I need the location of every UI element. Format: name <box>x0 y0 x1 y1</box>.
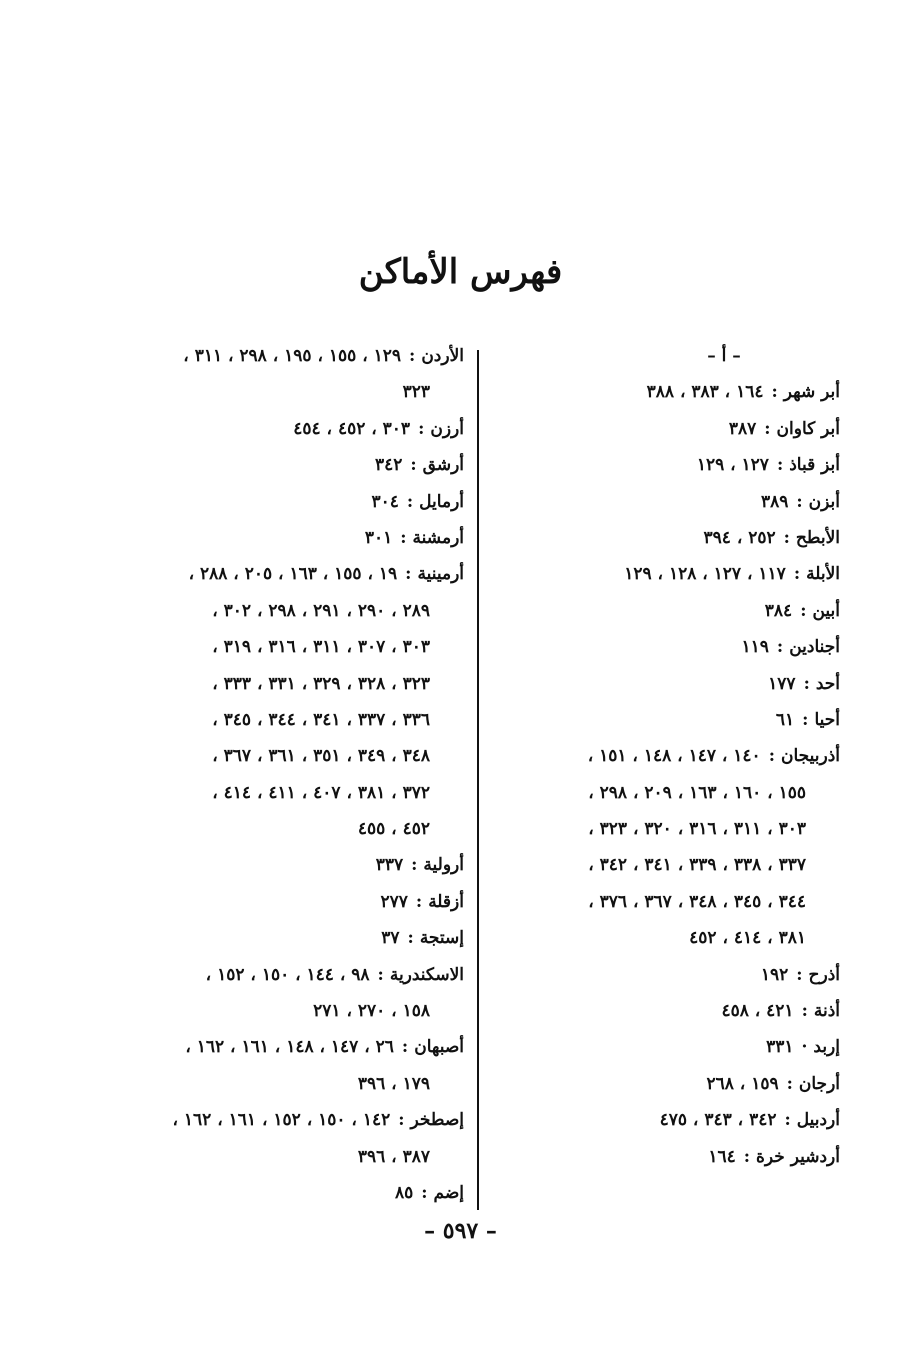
entry-separator: : <box>801 1001 808 1022</box>
entry-pages: ٣٠١ <box>364 527 393 548</box>
entry-term: أبين <box>812 600 840 621</box>
index-entry-continuation <box>112 811 464 847</box>
entry-separator: : <box>405 564 412 585</box>
entry-pages: ٣٧٢ ، ٣٨١ ، ٤٠٧ ، ٤١١ ، ٤١٤ ، <box>212 782 430 803</box>
entry-pages: ٣٨٧ ، ٣٩٦ <box>357 1146 430 1167</box>
entry-pages: ٢٧٧ <box>380 891 408 912</box>
page-number: – ٥٩٧ – <box>424 1218 497 1244</box>
entry-term: أذربيجان <box>780 746 840 767</box>
entry-separator: : <box>421 1182 428 1203</box>
index-entry <box>112 1175 464 1211</box>
entry-separator: : <box>415 891 423 912</box>
entry-term: أجنادين <box>789 637 840 658</box>
index-entry-continuation <box>112 593 464 629</box>
entry-pages: ٣٨٤ <box>764 600 793 621</box>
entry-separator: : <box>377 964 384 985</box>
index-entry <box>112 520 464 556</box>
entry-pages: ٣٣٦ ، ٣٣٧ ، ٣٤١ ، ٣٤٤ ، ٣٤٥ ، <box>212 709 430 730</box>
index-entry <box>488 1029 840 1065</box>
index-entry <box>488 1139 840 1175</box>
entry-pages: ١٤٠ ، ١٤٧ ، ١٤٨ ، ١٥١ ، <box>587 746 761 767</box>
entry-term: أحد <box>815 673 840 694</box>
entry-separator: : <box>803 673 810 694</box>
entry-separator: : <box>743 1146 751 1167</box>
entry-pages: ٣٣١ <box>766 1037 794 1058</box>
entry-term: أرشق <box>422 455 464 476</box>
entry-pages: ٦١ <box>775 709 795 730</box>
entry-term: أرزن <box>430 418 464 439</box>
entry-pages: ١٩ ، ١٥٥ ، ١٦٣ ، ٢٠٥ ، ٢٨٨ ، <box>188 564 398 585</box>
index-entry <box>112 447 464 483</box>
entry-pages: ٣٤٨ ، ٣٤٩ ، ٣٥١ ، ٣٦١ ، ٣٦٧ ، <box>212 746 430 767</box>
entry-pages: ٩٨ ، ١٤٤ ، ١٥٠ ، ١٥٢ ، <box>205 964 370 985</box>
entry-term: إصطخر <box>410 1110 464 1131</box>
entry-pages: ٣٨٧ <box>728 418 757 439</box>
index-entry <box>488 484 840 520</box>
section-letter-heading: – أ – <box>707 346 741 366</box>
entry-term: أرمينية <box>417 564 464 585</box>
entry-term: إربد <box>813 1037 840 1058</box>
index-entry <box>488 738 840 774</box>
index-entry <box>112 957 464 993</box>
entry-separator: : <box>786 1073 793 1094</box>
entry-pages: ١٥٨ ، ٢٧٠ ، ٢٧١ <box>313 1001 430 1022</box>
index-column-left <box>112 338 464 1211</box>
entry-term: أرولية <box>423 855 464 876</box>
index-entry-continuation <box>488 811 840 847</box>
index-entry-continuation <box>488 884 840 920</box>
index-entry <box>112 920 464 956</box>
entry-pages: ٢٨٩ ، ٢٩٠ ، ٢٩١ ، ٢٩٨ ، ٣٠٢ ، <box>212 600 430 621</box>
entry-term: الأردن <box>421 346 464 366</box>
index-entry <box>488 957 840 993</box>
entry-pages: ٢٥٢ ، ٣٩٤ <box>703 527 776 548</box>
index-entry <box>488 702 840 738</box>
index-entry <box>488 993 840 1029</box>
entry-term: الأبلة <box>806 564 840 585</box>
entry-separator: : <box>768 746 775 767</box>
entry-pages: ١٢٩ ، ١٥٥ ، ١٩٥ ، ٢٩٨ ، ٣١١ ، <box>183 346 402 366</box>
entry-term: إستجة <box>419 928 464 949</box>
entry-separator: : <box>776 637 784 658</box>
index-entry-continuation <box>112 374 464 410</box>
entry-pages: ١٢٧ ، ١٢٩ <box>696 455 769 476</box>
index-entry-continuation <box>488 920 840 956</box>
index-entry <box>112 556 464 592</box>
index-entry-continuation <box>112 702 464 738</box>
entry-term: أردبيل <box>796 1110 840 1131</box>
entry-pages: ١١٩ <box>741 637 769 658</box>
index-entry <box>112 484 464 520</box>
entry-term: أرمشنة <box>412 527 464 548</box>
entry-pages: ١٥٥ ، ١٦٠ ، ١٦٣ ، ٢٠٩ ، ٢٩٨ ، <box>588 782 806 803</box>
entry-pages: ٨٥ <box>394 1182 414 1203</box>
index-entry <box>488 593 840 629</box>
entry-separator: : <box>796 964 803 985</box>
entry-pages: ٣٠٤ <box>371 491 399 512</box>
index-entry <box>112 338 464 374</box>
entry-separator: : <box>398 1110 405 1131</box>
entry-pages: ٣٠٣ ، ٣١١ ، ٣١٦ ، ٣٢٠ ، ٣٢٣ ، <box>588 819 806 840</box>
entry-separator: : <box>764 418 771 439</box>
entry-separator: : <box>802 709 809 730</box>
index-entry <box>112 411 464 447</box>
entry-pages: ٣٢٣ ، ٣٢٨ ، ٣٢٩ ، ٣٣١ ، ٣٣٣ ، <box>212 673 430 694</box>
index-entry-continuation <box>112 993 464 1029</box>
entry-separator: : <box>793 564 801 585</box>
index-entry <box>488 666 840 702</box>
entry-separator: : <box>411 855 418 876</box>
entry-pages: ١٥٩ ، ٢٦٨ <box>706 1073 779 1094</box>
entry-separator: : <box>407 928 414 949</box>
entry-term: أرمايل <box>419 491 464 512</box>
index-entry-continuation <box>112 1066 464 1102</box>
index-entry-continuation <box>112 629 464 665</box>
entry-pages: ٣٤٢ ، ٣٤٣ ، ٤٧٥ <box>659 1110 777 1131</box>
entry-separator: : <box>783 527 790 548</box>
entry-term: أزقلة <box>428 891 464 912</box>
entry-separator: · <box>801 1037 808 1058</box>
entry-term: الأبطح <box>795 527 840 548</box>
entry-pages: ٤٢١ ، ٤٥٨ <box>721 1001 794 1022</box>
entry-term: أبزن <box>808 491 840 512</box>
index-entry <box>112 884 464 920</box>
entry-separator: : <box>800 600 807 621</box>
index-entry <box>112 1102 464 1138</box>
index-entry-continuation <box>112 738 464 774</box>
index-entry <box>488 520 840 556</box>
entry-separator: : <box>771 382 778 403</box>
index-entry-continuation <box>112 666 464 702</box>
index-entry-continuation <box>488 847 840 883</box>
index-entry <box>488 629 840 665</box>
entry-term: إضم <box>433 1182 464 1203</box>
index-entry-continuation <box>488 775 840 811</box>
entry-pages: ٣٧ <box>381 928 400 949</box>
entry-term: أذنة <box>813 1001 840 1022</box>
entry-pages: ٣٣٧ <box>375 855 404 876</box>
entry-pages: ٤٥٢ ، ٤٥٥ <box>357 819 430 840</box>
entry-term: أردشير خرة <box>756 1146 840 1167</box>
entry-pages: ١٦٤ <box>708 1146 736 1167</box>
entry-pages: ١٩٢ <box>760 964 789 985</box>
entry-separator: : <box>776 455 784 476</box>
entry-term: أبز قباذ <box>789 455 840 476</box>
entry-term: الاسكندرية <box>389 964 464 985</box>
entry-pages: ٣٨٩ <box>760 491 789 512</box>
index-entry <box>488 1066 840 1102</box>
index-entry <box>112 847 464 883</box>
entry-pages: ١٧٩ ، ٣٩٦ <box>357 1073 430 1094</box>
entry-term: أرجان <box>798 1073 840 1094</box>
entry-separator: : <box>401 1037 409 1058</box>
entry-separator: : <box>400 527 407 548</box>
index-entry <box>488 556 840 592</box>
entry-term: أصبهان <box>414 1037 464 1058</box>
entry-separator: : <box>409 346 416 366</box>
entry-term: أبر كاوان <box>776 418 840 439</box>
entry-pages: ٣٣٧ ، ٣٣٨ ، ٣٣٩ ، ٣٤١ ، ٣٤٢ ، <box>588 855 806 876</box>
index-entry-continuation <box>112 775 464 811</box>
entry-separator: : <box>410 455 417 476</box>
column-divider <box>477 350 479 1210</box>
entry-pages: ٣٤٤ ، ٣٤٥ ، ٣٤٨ ، ٣٦٧ ، ٣٧٦ ، <box>588 891 806 912</box>
entry-term: أذرح <box>808 964 840 985</box>
index-entry <box>112 1029 464 1065</box>
entry-separator: : <box>406 491 414 512</box>
index-column-right <box>488 338 840 1175</box>
index-entry <box>488 447 840 483</box>
index-entry <box>488 374 840 410</box>
entry-term: أحيا <box>814 709 840 730</box>
entry-pages: ٣٨١ ، ٤١٤ ، ٤٥٢ <box>689 928 806 949</box>
entry-pages: ٢٦ ، ١٤٧ ، ١٤٨ ، ١٦١ ، ١٦٢ ، <box>185 1037 394 1058</box>
page-title: فهرس الأماكن <box>358 252 563 292</box>
index-entry <box>488 411 840 447</box>
entry-pages: ١٦٤ ، ٣٨٣ ، ٣٨٨ <box>646 382 764 403</box>
entry-pages: ٣٤٢ <box>374 455 403 476</box>
entry-term: أبر شهر <box>783 382 840 403</box>
entry-pages: ٣٢٣ <box>402 382 430 403</box>
entry-pages: ٣٠٣ ، ٤٥٢ ، ٤٥٤ <box>293 418 411 439</box>
entry-separator: : <box>796 491 803 512</box>
entry-pages: ١٧٧ <box>768 673 796 694</box>
index-entry-continuation <box>112 1139 464 1175</box>
entry-pages: ١١٧ ، ١٢٧ ، ١٢٨ ، ١٢٩ <box>624 564 786 585</box>
entry-separator: : <box>784 1110 791 1131</box>
entry-separator: : <box>418 418 425 439</box>
entry-pages: ٣٠٣ ، ٣٠٧ ، ٣١١ ، ٣١٦ ، ٣١٩ ، <box>212 637 430 658</box>
entry-pages: ١٤٢ ، ١٥٠ ، ١٥٢ ، ١٦١ ، ١٦٢ ، <box>172 1110 391 1131</box>
index-entry <box>488 1102 840 1138</box>
